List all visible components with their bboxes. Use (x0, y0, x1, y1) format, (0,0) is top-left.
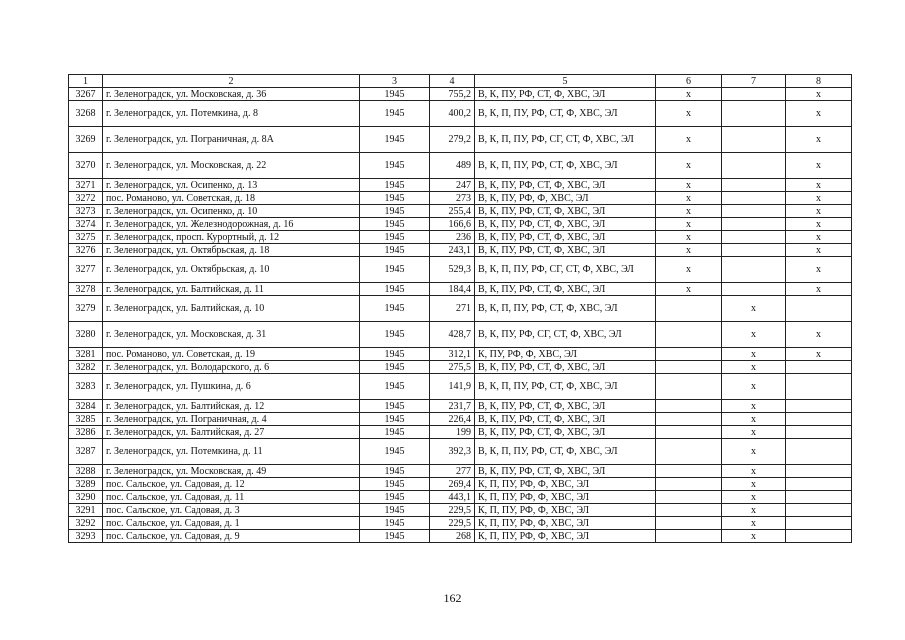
address-cell: г. Зеленоградск, ул. Балтийская, д. 27 (103, 426, 360, 439)
year-cell: 1945 (360, 153, 430, 179)
mark-cell-6 (656, 400, 722, 413)
mark-cell-8: x (786, 322, 852, 348)
elements-cell: В, К, П, ПУ, РФ, СТ, Ф, ХВС, ЭЛ (475, 101, 656, 127)
mark-cell-8: x (786, 88, 852, 101)
mark-cell-8: x (786, 257, 852, 283)
mark-cell-6 (656, 426, 722, 439)
column-number: 5 (475, 75, 656, 88)
table-row (69, 465, 852, 478)
elements-cell: В, К, ПУ, РФ, СТ, Ф, ХВС, ЭЛ (475, 413, 656, 426)
mark-cell-7 (722, 153, 786, 179)
mark-cell-7 (722, 244, 786, 257)
area-cell: 231,7 (430, 400, 475, 413)
elements-cell: В, К, ПУ, РФ, СТ, Ф, ХВС, ЭЛ (475, 231, 656, 244)
address-cell: г. Зеленоградск, ул. Балтийская, д. 10 (103, 296, 360, 322)
address-cell: г. Зеленоградск, ул. Пушкина, д. 6 (103, 374, 360, 400)
area-cell: 243,1 (430, 244, 475, 257)
year-cell: 1945 (360, 244, 430, 257)
mark-cell-7 (722, 218, 786, 231)
mark-cell-8 (786, 374, 852, 400)
mark-cell-6 (656, 361, 722, 374)
elements-cell: В, К, ПУ, РФ, СТ, Ф, ХВС, ЭЛ (475, 400, 656, 413)
address-cell: пос. Сальское, ул. Садовая, д. 12 (103, 478, 360, 491)
mark-cell-8: x (786, 244, 852, 257)
mark-cell-7: x (722, 491, 786, 504)
mark-cell-6 (656, 296, 722, 322)
address-cell: г. Зеленоградск, ул. Железнодорожная, д. 16 (103, 218, 360, 231)
year-cell: 1945 (360, 530, 430, 543)
year-cell: 1945 (360, 348, 430, 361)
mark-cell-6: x (656, 153, 722, 179)
table-row (69, 231, 852, 244)
address-cell: пос. Сальское, ул. Садовая, д. 11 (103, 491, 360, 504)
table-row (69, 283, 852, 296)
mark-cell-7: x (722, 426, 786, 439)
address-cell: г. Зеленоградск, ул. Пограничная, д. 8А (103, 127, 360, 153)
table-row (69, 400, 852, 413)
area-cell: 273 (430, 192, 475, 205)
mark-cell-6 (656, 374, 722, 400)
row-number: 3285 (69, 413, 103, 426)
year-cell: 1945 (360, 361, 430, 374)
address-cell: г. Зеленоградск, ул. Октябрьская, д. 18 (103, 244, 360, 257)
mark-cell-7: x (722, 517, 786, 530)
mark-cell-7: x (722, 530, 786, 543)
address-cell: пос. Сальское, ул. Садовая, д. 9 (103, 530, 360, 543)
row-number: 3286 (69, 426, 103, 439)
address-cell: г. Зеленоградск, ул. Володарского, д. 6 (103, 361, 360, 374)
row-number: 3271 (69, 179, 103, 192)
elements-cell: В, К, ПУ, РФ, Ф, ХВС, ЭЛ (475, 192, 656, 205)
row-number: 3283 (69, 374, 103, 400)
address-cell: г. Зеленоградск, ул. Осипенко, д. 13 (103, 179, 360, 192)
area-cell: 312,1 (430, 348, 475, 361)
year-cell: 1945 (360, 296, 430, 322)
elements-cell: В, К, ПУ, РФ, СТ, Ф, ХВС, ЭЛ (475, 205, 656, 218)
row-number: 3284 (69, 400, 103, 413)
elements-cell: К, П, ПУ, РФ, Ф, ХВС, ЭЛ (475, 491, 656, 504)
mark-cell-8 (786, 400, 852, 413)
row-number: 3272 (69, 192, 103, 205)
mark-cell-8 (786, 530, 852, 543)
address-cell: г. Зеленоградск, ул. Пограничная, д. 4 (103, 413, 360, 426)
area-cell: 269,4 (430, 478, 475, 491)
mark-cell-6 (656, 517, 722, 530)
mark-cell-6 (656, 504, 722, 517)
table-row (69, 296, 852, 322)
address-cell: пос. Романово, ул. Советская, д. 18 (103, 192, 360, 205)
mark-cell-7: x (722, 504, 786, 517)
mark-cell-8: x (786, 231, 852, 244)
row-number: 3267 (69, 88, 103, 101)
area-cell: 199 (430, 426, 475, 439)
mark-cell-6 (656, 439, 722, 465)
elements-cell: К, П, ПУ, РФ, Ф, ХВС, ЭЛ (475, 478, 656, 491)
mark-cell-8 (786, 426, 852, 439)
mark-cell-7: x (722, 400, 786, 413)
row-number: 3279 (69, 296, 103, 322)
mark-cell-6: x (656, 244, 722, 257)
year-cell: 1945 (360, 426, 430, 439)
mark-cell-8: x (786, 127, 852, 153)
address-cell: г. Зеленоградск, ул. Осипенко, д. 10 (103, 205, 360, 218)
area-cell: 229,5 (430, 504, 475, 517)
mark-cell-8 (786, 413, 852, 426)
mark-cell-6 (656, 322, 722, 348)
table-row (69, 361, 852, 374)
mark-cell-8 (786, 478, 852, 491)
area-cell: 271 (430, 296, 475, 322)
year-cell: 1945 (360, 413, 430, 426)
mark-cell-7 (722, 231, 786, 244)
mark-cell-7: x (722, 361, 786, 374)
table-row (69, 413, 852, 426)
year-cell: 1945 (360, 465, 430, 478)
elements-cell: В, К, ПУ, РФ, СТ, Ф, ХВС, ЭЛ (475, 465, 656, 478)
area-cell: 755,2 (430, 88, 475, 101)
address-cell: г. Зеленоградск, ул. Московская, д. 36 (103, 88, 360, 101)
mark-cell-7: x (722, 348, 786, 361)
row-number: 3288 (69, 465, 103, 478)
area-cell: 443,1 (430, 491, 475, 504)
address-cell: пос. Сальское, ул. Садовая, д. 1 (103, 517, 360, 530)
year-cell: 1945 (360, 478, 430, 491)
elements-cell: В, К, ПУ, РФ, СТ, Ф, ХВС, ЭЛ (475, 283, 656, 296)
mark-cell-8 (786, 491, 852, 504)
table-row (69, 530, 852, 543)
table-row (69, 322, 852, 348)
row-number: 3269 (69, 127, 103, 153)
area-cell: 279,2 (430, 127, 475, 153)
year-cell: 1945 (360, 374, 430, 400)
mark-cell-7 (722, 257, 786, 283)
mark-cell-6: x (656, 127, 722, 153)
mark-cell-6 (656, 465, 722, 478)
year-cell: 1945 (360, 231, 430, 244)
elements-cell: В, К, П, ПУ, РФ, СТ, Ф, ХВС, ЭЛ (475, 296, 656, 322)
column-number: 6 (656, 75, 722, 88)
area-cell: 428,7 (430, 322, 475, 348)
address-cell: г. Зеленоградск, ул. Московская, д. 31 (103, 322, 360, 348)
mark-cell-8 (786, 504, 852, 517)
mark-cell-6 (656, 491, 722, 504)
row-number: 3281 (69, 348, 103, 361)
row-number: 3277 (69, 257, 103, 283)
mark-cell-6: x (656, 205, 722, 218)
address-cell: г. Зеленоградск, ул. Московская, д. 22 (103, 153, 360, 179)
table-row (69, 101, 852, 127)
area-cell: 392,3 (430, 439, 475, 465)
table-row (69, 426, 852, 439)
mark-cell-6 (656, 348, 722, 361)
mark-cell-6: x (656, 192, 722, 205)
table-row (69, 88, 852, 101)
elements-cell: К, П, ПУ, РФ, Ф, ХВС, ЭЛ (475, 517, 656, 530)
housing-register-table (68, 74, 852, 543)
column-number: 2 (103, 75, 360, 88)
year-cell: 1945 (360, 504, 430, 517)
area-cell: 489 (430, 153, 475, 179)
row-number: 3282 (69, 361, 103, 374)
table-row (69, 374, 852, 400)
mark-cell-8 (786, 361, 852, 374)
column-number-row (69, 75, 852, 88)
area-cell: 166,6 (430, 218, 475, 231)
mark-cell-7: x (722, 478, 786, 491)
table-row (69, 179, 852, 192)
mark-cell-6: x (656, 231, 722, 244)
row-number: 3274 (69, 218, 103, 231)
year-cell: 1945 (360, 400, 430, 413)
mark-cell-6: x (656, 257, 722, 283)
address-cell: пос. Сальское, ул. Садовая, д. 3 (103, 504, 360, 517)
table-row (69, 517, 852, 530)
row-number: 3270 (69, 153, 103, 179)
mark-cell-7: x (722, 413, 786, 426)
row-number: 3268 (69, 101, 103, 127)
row-number: 3287 (69, 439, 103, 465)
elements-cell: В, К, П, ПУ, РФ, СГ, СТ, Ф, ХВС, ЭЛ (475, 257, 656, 283)
elements-cell: В, К, П, ПУ, РФ, СТ, Ф, ХВС, ЭЛ (475, 153, 656, 179)
column-number: 3 (360, 75, 430, 88)
mark-cell-8: x (786, 179, 852, 192)
area-cell: 529,3 (430, 257, 475, 283)
mark-cell-6: x (656, 101, 722, 127)
mark-cell-7 (722, 283, 786, 296)
table-row (69, 491, 852, 504)
mark-cell-6 (656, 478, 722, 491)
mark-cell-6: x (656, 218, 722, 231)
register-rows (69, 88, 852, 543)
elements-cell: В, К, ПУ, РФ, СТ, Ф, ХВС, ЭЛ (475, 218, 656, 231)
row-number: 3276 (69, 244, 103, 257)
year-cell: 1945 (360, 322, 430, 348)
table-row (69, 218, 852, 231)
mark-cell-6 (656, 530, 722, 543)
mark-cell-7: x (722, 322, 786, 348)
area-cell: 400,2 (430, 101, 475, 127)
area-cell: 275,5 (430, 361, 475, 374)
table-row (69, 478, 852, 491)
elements-cell: К, П, ПУ, РФ, Ф, ХВС, ЭЛ (475, 530, 656, 543)
mark-cell-8: x (786, 153, 852, 179)
elements-cell: В, К, ПУ, РФ, СТ, Ф, ХВС, ЭЛ (475, 426, 656, 439)
mark-cell-8: x (786, 218, 852, 231)
area-cell: 268 (430, 530, 475, 543)
table-row (69, 205, 852, 218)
mark-cell-7: x (722, 465, 786, 478)
mark-cell-7: x (722, 296, 786, 322)
mark-cell-7 (722, 88, 786, 101)
year-cell: 1945 (360, 179, 430, 192)
year-cell: 1945 (360, 88, 430, 101)
address-cell: г. Зеленоградск, ул. Потемкина, д. 11 (103, 439, 360, 465)
area-cell: 141,9 (430, 374, 475, 400)
year-cell: 1945 (360, 192, 430, 205)
area-cell: 255,4 (430, 205, 475, 218)
address-cell: г. Зеленоградск, ул. Балтийская, д. 11 (103, 283, 360, 296)
mark-cell-7: x (722, 374, 786, 400)
elements-cell: К, ПУ, РФ, Ф, ХВС, ЭЛ (475, 348, 656, 361)
mark-cell-8 (786, 439, 852, 465)
mark-cell-8: x (786, 348, 852, 361)
row-number: 3278 (69, 283, 103, 296)
table-row (69, 244, 852, 257)
address-cell: г. Зеленоградск, ул. Потемкина, д. 8 (103, 101, 360, 127)
area-cell: 236 (430, 231, 475, 244)
row-number: 3292 (69, 517, 103, 530)
table-row (69, 153, 852, 179)
row-number: 3290 (69, 491, 103, 504)
mark-cell-6: x (656, 179, 722, 192)
table-row (69, 127, 852, 153)
year-cell: 1945 (360, 517, 430, 530)
row-number: 3273 (69, 205, 103, 218)
elements-cell: В, К, П, ПУ, РФ, СГ, СТ, Ф, ХВС, ЭЛ (475, 127, 656, 153)
mark-cell-7: x (722, 439, 786, 465)
elements-cell: В, К, ПУ, РФ, СТ, Ф, ХВС, ЭЛ (475, 88, 656, 101)
mark-cell-8: x (786, 192, 852, 205)
table-row (69, 504, 852, 517)
address-cell: г. Зеленоградск, ул. Московская, д. 49 (103, 465, 360, 478)
mark-cell-7 (722, 101, 786, 127)
year-cell: 1945 (360, 439, 430, 465)
row-number: 3280 (69, 322, 103, 348)
row-number: 3293 (69, 530, 103, 543)
table-row (69, 439, 852, 465)
mark-cell-8: x (786, 283, 852, 296)
row-number: 3275 (69, 231, 103, 244)
elements-cell: В, К, П, ПУ, РФ, СТ, Ф, ХВС, ЭЛ (475, 439, 656, 465)
address-cell: пос. Романово, ул. Советская, д. 19 (103, 348, 360, 361)
mark-cell-8 (786, 517, 852, 530)
page-number: 162 (443, 591, 462, 605)
column-number: 8 (786, 75, 852, 88)
mark-cell-6: x (656, 283, 722, 296)
mark-cell-7 (722, 179, 786, 192)
column-number: 1 (69, 75, 103, 88)
elements-cell: К, П, ПУ, РФ, Ф, ХВС, ЭЛ (475, 504, 656, 517)
mark-cell-8 (786, 465, 852, 478)
year-cell: 1945 (360, 218, 430, 231)
column-number: 4 (430, 75, 475, 88)
mark-cell-8 (786, 296, 852, 322)
mark-cell-6: x (656, 88, 722, 101)
elements-cell: В, К, П, ПУ, РФ, СТ, Ф, ХВС, ЭЛ (475, 374, 656, 400)
elements-cell: В, К, ПУ, РФ, СГ, СТ, Ф, ХВС, ЭЛ (475, 322, 656, 348)
year-cell: 1945 (360, 127, 430, 153)
elements-cell: В, К, ПУ, РФ, СТ, Ф, ХВС, ЭЛ (475, 179, 656, 192)
mark-cell-8: x (786, 205, 852, 218)
year-cell: 1945 (360, 491, 430, 504)
column-number: 7 (722, 75, 786, 88)
year-cell: 1945 (360, 205, 430, 218)
mark-cell-7 (722, 127, 786, 153)
mark-cell-8: x (786, 101, 852, 127)
year-cell: 1945 (360, 283, 430, 296)
elements-cell: В, К, ПУ, РФ, СТ, Ф, ХВС, ЭЛ (475, 244, 656, 257)
year-cell: 1945 (360, 257, 430, 283)
area-cell: 247 (430, 179, 475, 192)
table-row (69, 192, 852, 205)
address-cell: г. Зеленоградск, ул. Октябрьская, д. 10 (103, 257, 360, 283)
address-cell: г. Зеленоградск, просп. Курортный, д. 12 (103, 231, 360, 244)
area-cell: 277 (430, 465, 475, 478)
mark-cell-7 (722, 192, 786, 205)
mark-cell-7 (722, 205, 786, 218)
area-cell: 226,4 (430, 413, 475, 426)
row-number: 3291 (69, 504, 103, 517)
table-row (69, 348, 852, 361)
row-number: 3289 (69, 478, 103, 491)
table-row (69, 257, 852, 283)
elements-cell: В, К, ПУ, РФ, СТ, Ф, ХВС, ЭЛ (475, 361, 656, 374)
area-cell: 229,5 (430, 517, 475, 530)
address-cell: г. Зеленоградск, ул. Балтийская, д. 12 (103, 400, 360, 413)
year-cell: 1945 (360, 101, 430, 127)
area-cell: 184,4 (430, 283, 475, 296)
mark-cell-6 (656, 413, 722, 426)
